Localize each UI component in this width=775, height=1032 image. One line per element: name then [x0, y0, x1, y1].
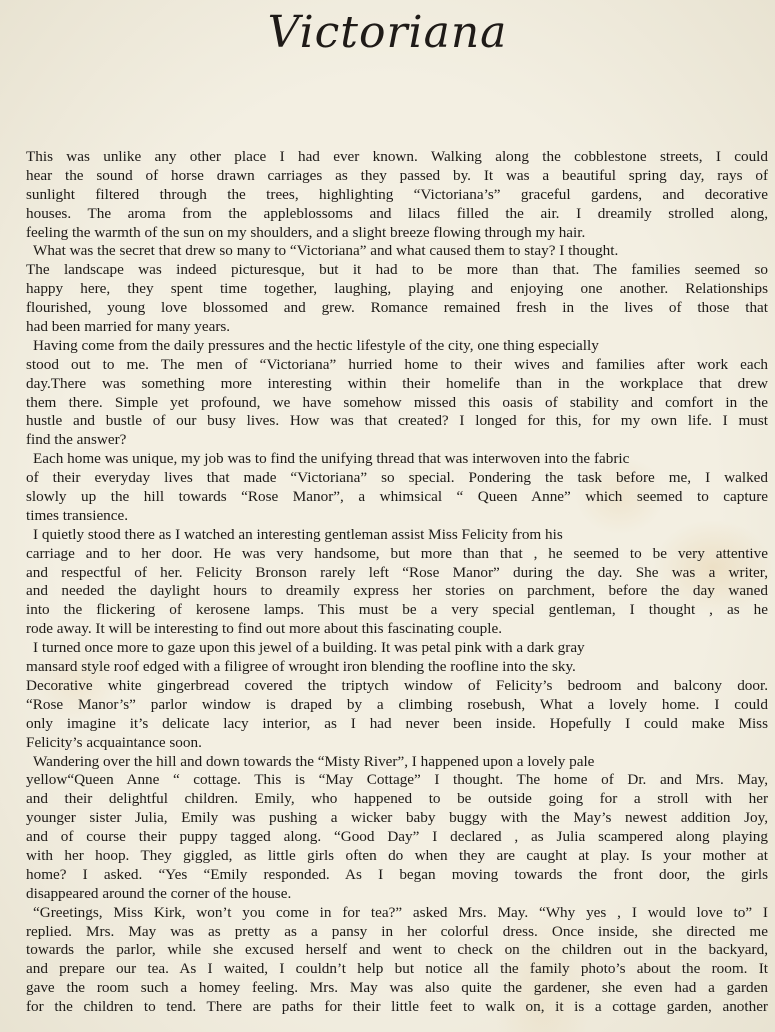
text-line: gave the room such a homey feeling. Mrs. May was also quite the gardener, she even had a garden	[26, 979, 768, 997]
text-line: houses. The aroma from the appleblossoms and lilacs filled the air. I dreamily strolled along,	[26, 204, 768, 222]
text-line: and needed the daylight hours to dreamily express her stories on parchment, before the day waned	[26, 582, 768, 600]
text-line: stood out to me. The men of “Victoriana” hurried home to their wives and families after work each	[26, 355, 768, 373]
text-line: The landscape was indeed picturesque, but it had to be more than that. The families seemed so	[26, 261, 768, 279]
text-line: and prepare our tea. As I waited, I couldn’t help but notice all the family photo’s about the room. It	[26, 960, 768, 978]
text-line: Wandering over the hill and down towards the “Misty River”, I happened upon a lovely pale	[33, 752, 595, 770]
text-line: carriage and to her door. He was very handsome, but more than that , he seemed to be very attentive	[26, 544, 768, 562]
text-line: Felicity’s acquaintance soon.	[26, 733, 202, 751]
text-line: slowly up the hill towards “Rose Manor”, a whimsical “ Queen Anne” which seemed to capture	[26, 488, 768, 506]
text-line: day.There was something more interesting within their homelife than in the workplace that drew	[26, 374, 768, 392]
text-line: disappeared around the corner of the house.	[26, 884, 292, 902]
text-line: sunlight filtered through the trees, highlighting “Victoriana’s” graceful gardens, and decorative	[26, 185, 768, 203]
text-line: replied. Mrs. May was as pretty as a pansy in her colorful dress. Once inside, she directed me	[26, 922, 768, 940]
text-line: with her hoop. They giggled, as little girls often do when they are caught at play. Is your mother at	[26, 846, 768, 864]
text-line: mansard style roof edged with a filigree of wrought iron blending the roofline into the sky.	[26, 658, 576, 676]
text-line: only imagine it’s delicate lacy interior, as I had never been inside. Hopefully I could make Miss	[26, 714, 768, 732]
text-line: flourished, young love blossomed and grew. Romance remained fresh in the lives of those that	[26, 299, 768, 317]
text-line: and respectful of her. Felicity Bronson rarely left “Rose Manor” during the day. She was a writer,	[26, 563, 768, 581]
text-line: towards the parlor, while she excused herself and went to check on the children out in the backyard,	[26, 941, 768, 959]
text-line: and of course their puppy tagged along. “Good Day” I declared , as Julia scampered along playing	[26, 828, 768, 846]
text-line: younger sister Julia, Emily was pushing a wicker baby buggy with the May’s newest addition Joy,	[26, 809, 768, 827]
text-line: “Rose Manor’s” parlor window is draped by a climbing rosebush, What a lovely home. I could	[26, 695, 768, 713]
text-line: feeling the warmth of the sun on my shoulders, and a slight breeze flowing through my hair.	[26, 223, 586, 241]
page-title: Victoriana	[267, 7, 508, 58]
text-line: find the answer?	[26, 431, 127, 449]
text-line: Each home was unique, my job was to find the unifying thread that was interwoven into the fabric	[33, 450, 630, 468]
text-line: for the children to tend. There are paths for their little feet to walk on, it is a cottage garden, another	[26, 998, 768, 1016]
text-line: had been married for many years.	[26, 318, 231, 336]
text-line: home? I asked. “Yes “Emily responded. As I began moving towards the front door, the girls	[26, 865, 768, 883]
text-line: This was unlike any other place I had ever known. Walking along the cobblestone streets, I could	[26, 148, 768, 165]
text-line: rode away. It will be interesting to find out more about this fascinating couple.	[26, 620, 503, 638]
text-line: Having come from the daily pressures and the hectic lifestyle of the city, one thing especially	[33, 336, 599, 354]
text-line: What was the secret that drew so many to “Victoriana” and what caused them to stay? I thought.	[33, 242, 619, 260]
text-line: Decorative white gingerbread covered the triptych window of Felicity’s bedroom and balcony door.	[26, 676, 768, 694]
text-line: yellow“Queen Anne “ cottage. This is “May Cottage” I thought. The home of Dr. and Mrs. May,	[26, 771, 768, 789]
text-line: of their everyday lives that made “Victoriana” so special. Pondering the task before me, I walked	[26, 469, 768, 487]
text-line: times transience.	[26, 506, 129, 524]
text-line: happy here, they spent time together, laughing, playing and enjoying one another. Relationships	[26, 280, 768, 298]
text-line: I turned once more to gaze upon this jewel of a building. It was petal pink with a dark gray	[33, 639, 585, 657]
text-line: and their delightful children. Emily, who happened to be outside going for a stroll with her	[26, 790, 768, 808]
text-line: I quietly stood there as I watched an interesting gentleman assist Miss Felicity from his	[33, 525, 563, 543]
text-line: them there. Simple yet profound, we have somehow missed this oasis of stability and comfort in the	[26, 393, 768, 411]
text-line: into the flickering of kerosene lamps. This must be a very special gentleman, I thought , as he	[26, 601, 768, 619]
story-body	[26, 148, 768, 1017]
text-line: hear the sound of horse drawn carriages as they passed by. It was a beautiful spring day, rays of	[26, 166, 768, 184]
text-line: “Greetings, Miss Kirk, won’t you come in for tea?” asked Mrs. May. “Why yes , I would love to” I	[33, 903, 768, 921]
text-line: hustle and bustle of our busy lives. How was that created? I longed for this, for my own life. I must	[26, 412, 768, 430]
